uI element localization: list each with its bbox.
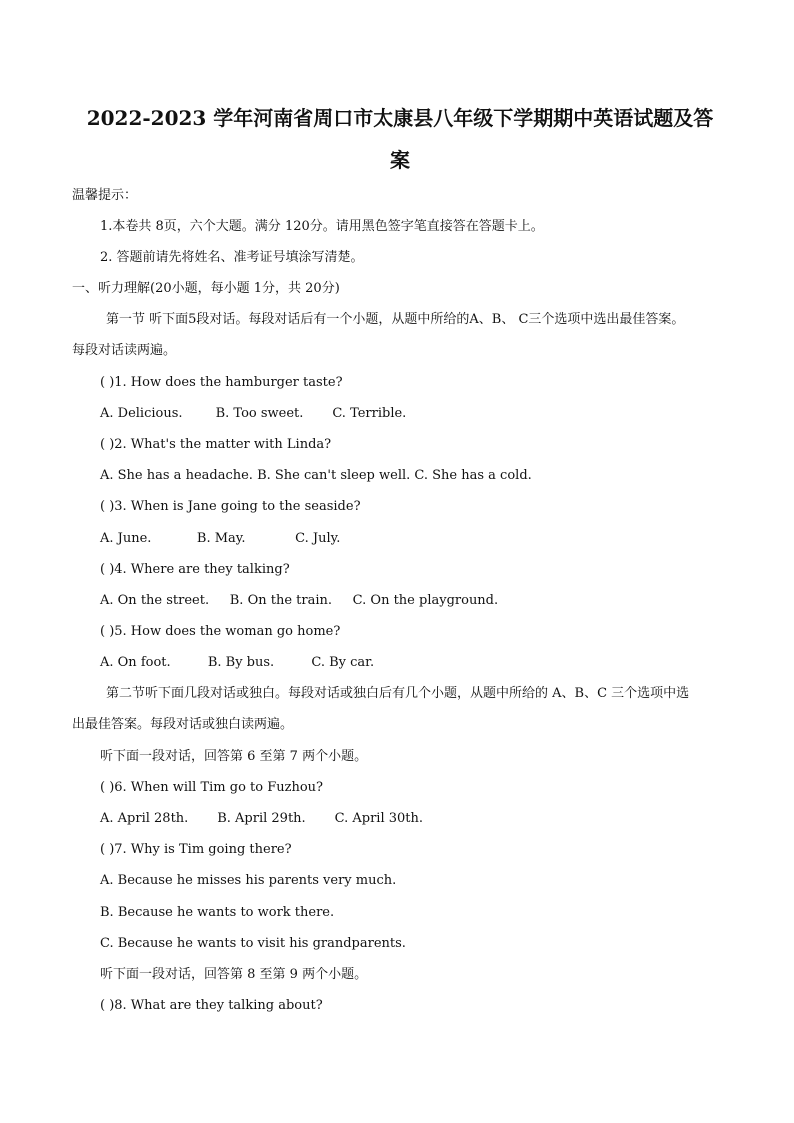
part2-instruction-line1: 第二节听下面几段对话或独白。每段对话或独白后有几个小题，从题中所给的 A、B、C 三个选项中选 [106, 686, 690, 701]
tips-heading: 温馨提示： [72, 188, 138, 203]
dialog1-intro: 听下面一段对话，回答第 6 至第 7 两个小题。 [100, 749, 368, 764]
tip-1: 1.本卷共 8页，六个大题。满分 120分。请用黑色签字笔直接答在答题卡上。 [100, 219, 544, 234]
document-title-line1: 2022-2023 学年河南省周口市太康县八年级下学期期中英语试题及答 [86, 106, 714, 130]
question-7-option-c: C. Because he wants to visit his grandparents. [100, 936, 406, 951]
question-8: ( )8. What are they talking about? [100, 998, 323, 1013]
question-6: ( )6. When will Tim go to Fuzhou? [100, 780, 324, 795]
question-6-options: A. April 28th. B. April 29th. C. April 30th. [100, 811, 424, 826]
section-1-heading: 一、听力理解(20小题，每小题 1分，共 20分) [72, 281, 340, 296]
part2-instruction-line2: 出最佳答案。每段对话或独白读两遍。 [72, 717, 294, 732]
question-5-options: A. On foot. B. By bus. C. By car. [100, 655, 375, 670]
part1-instruction-line2: 每段对话读两遍。 [72, 343, 177, 358]
question-2: ( )2. What's the matter with Linda? [100, 437, 332, 452]
question-5: ( )5. How does the woman go home? [100, 624, 341, 639]
question-1: ( )1. How does the hamburger taste? [100, 375, 343, 390]
tip-2: 2. 答题前请先将姓名、准考证号填涂写清楚。 [100, 250, 364, 265]
question-7-option-a: A. Because he misses his parents very much. [100, 873, 397, 888]
question-7-option-b: B. Because he wants to work there. [100, 905, 335, 920]
question-7: ( )7. Why is Tim going there? [100, 842, 292, 857]
question-4: ( )4. Where are they talking? [100, 562, 290, 577]
question-3-options: A. June. B. May. C. July. [100, 531, 341, 546]
dialog2-intro: 听下面一段对话，回答第 8 至第 9 两个小题。 [100, 967, 368, 982]
document-title-line2: 案 [390, 148, 410, 172]
question-4-options: A. On the street. B. On the train. C. On the playground. [100, 593, 499, 608]
question-3: ( )3. When is Jane going to the seaside? [100, 499, 361, 514]
question-1-options: A. Delicious. B. Too sweet. C. Terrible. [100, 406, 407, 421]
part1-instruction-line1: 第一节 听下面5段对话。每段对话后有一个小题，从题中所给的A、B、 C三个选项中选出最佳答案。 [106, 312, 685, 327]
question-2-options: A. She has a headache. B. She can't sleep well. C. She has a cold. [100, 468, 532, 483]
